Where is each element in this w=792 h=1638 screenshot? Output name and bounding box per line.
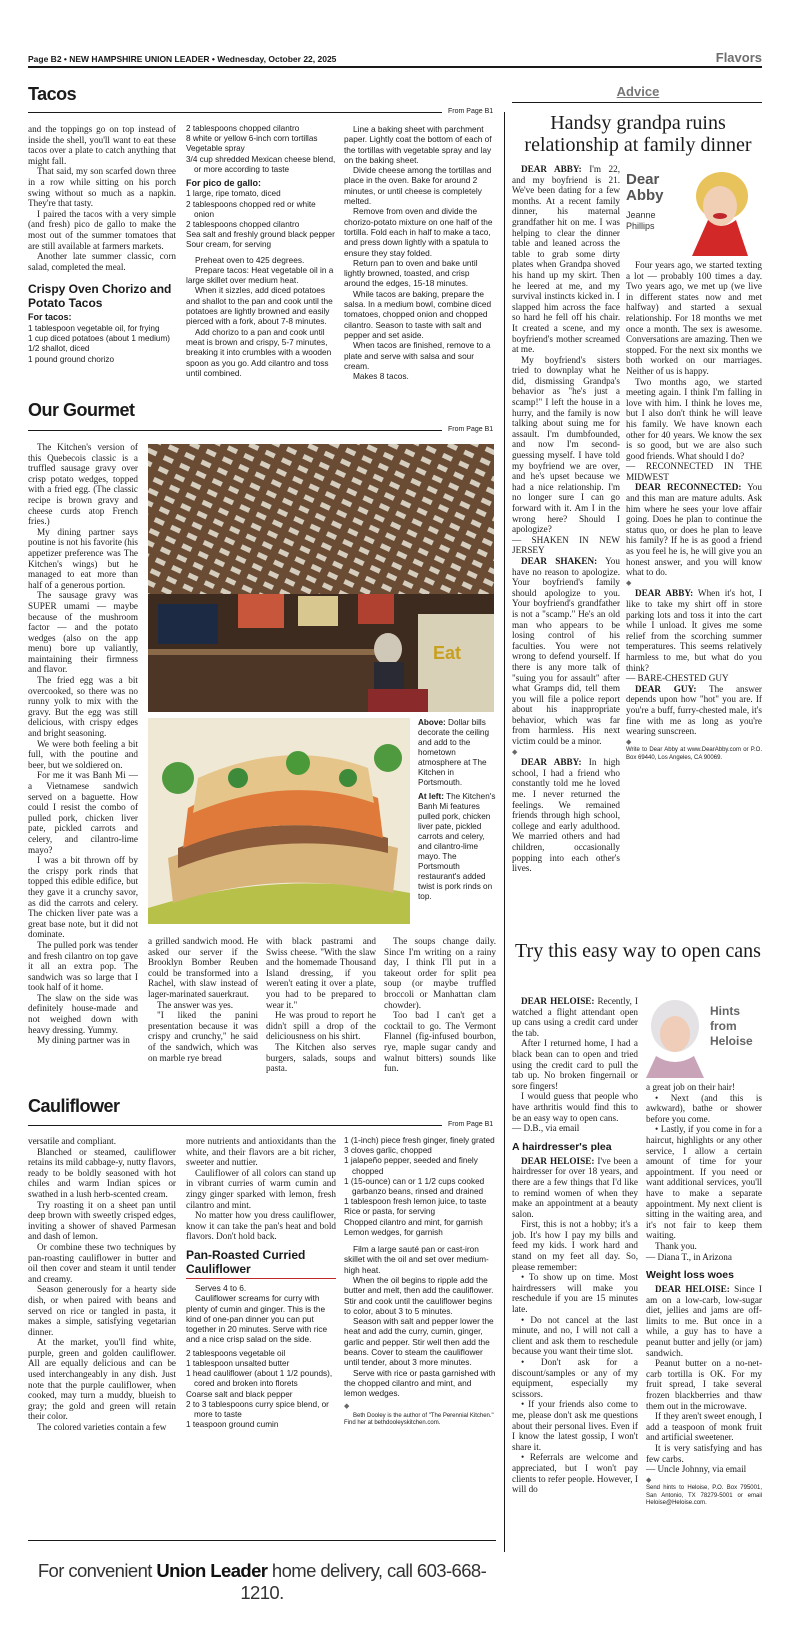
step: Return pan to oven and bake until lightly browned, toasted, and crisp around the edges, 15-18 minutes. bbox=[344, 257, 478, 289]
serves: Serves 4 to 6. bbox=[195, 1282, 247, 1293]
ad-post: home delivery, call 603-668-1210. bbox=[240, 1560, 487, 1603]
paragraph: The fried egg was a bit overcooked, so there was no runny yolk to mix with the gravy. But the egg was still delicious, with crispy edges and bright seasoning. bbox=[28, 675, 138, 739]
letter-text: It is very satisfying and has few carbs. bbox=[646, 1443, 762, 1464]
tacos-heading: Tacos bbox=[28, 84, 77, 104]
letter-text: • Lastly, if you come in for a haircut, highlights or any other service, I allow a certain amount of time for your appointment. If you need or want additional services, you'll have to make a separate appointment. My next client is sitting in the waiting area, and it's not fair to keep them waiting. bbox=[646, 1124, 762, 1241]
gourmet-rule bbox=[28, 430, 442, 431]
signature: — Diana T., in Arizona bbox=[646, 1251, 732, 1262]
ingredient: 1 tablespoon vegetable oil, for frying bbox=[28, 323, 160, 333]
ingredient-list bbox=[28, 324, 176, 365]
letter bbox=[512, 1315, 638, 1357]
ad-brand: Union Leader bbox=[156, 1560, 268, 1581]
paragraph: I was a bit thrown off by the crispy pork rinds that topped this edible edifice, but they gave it a crunchy savor, as did the carrots and celery. The chicken liver pate was a great base note, but it did not dominate. bbox=[28, 855, 138, 940]
letter-text: • Next (and this is awkward), bathe or shower before you come. bbox=[646, 1092, 762, 1124]
ingredient: 2 to 3 tablespoons curry spice blend, or more to taste bbox=[186, 1399, 329, 1419]
cauliflower-rule bbox=[28, 1125, 442, 1126]
gourmet-heading: Our Gourmet bbox=[28, 400, 135, 420]
heloise-col2 bbox=[646, 1082, 762, 1508]
ad-pre: For convenient bbox=[37, 1560, 152, 1581]
letter-text: • To show up on time. Most hairdressers will make you reschedule if you are 15 minutes late. bbox=[512, 1272, 638, 1315]
delivery-ad bbox=[28, 1560, 496, 1604]
advice-kicker: Advice bbox=[616, 84, 660, 99]
cauliflower-jump: From Page B1 bbox=[448, 1121, 494, 1128]
ingredient: Coarse salt and black pepper bbox=[186, 1389, 293, 1399]
tacos-jump: From Page B1 bbox=[448, 108, 494, 115]
page-folio: Page B2 • NEW HAMPSHIRE UNION LEADER • Wednesday, October 22, 2025 bbox=[28, 54, 337, 64]
ingredient: 1 head cauliflower (about 1 1/2 pounds), cored and broken into florets bbox=[186, 1369, 333, 1389]
ingredient: Sea salt and freshly ground black pepper bbox=[186, 230, 335, 240]
letter-text: First, this is not a hobby; it's a job. It's how I pay my bills and feed my kids. I work hard and stand on my feet all day. So, please remember: bbox=[512, 1219, 638, 1272]
caption-text: Dollar bills decorate the ceiling and add to the hometown atmosphere at The Kitchen in Portsmouth. bbox=[418, 718, 490, 787]
signature: — RECONNECTED IN THE MIDWEST bbox=[626, 461, 762, 482]
cauliflower-recipe-title: Pan-Roasted Curried Cauliflower bbox=[186, 1247, 306, 1276]
end-diamond: ◆ bbox=[626, 578, 632, 587]
letter bbox=[626, 260, 762, 377]
ingredient: Sour cream, for serving bbox=[186, 240, 272, 250]
step: When tacos are finished, remove to a plate and serve with salsa and sour cream. bbox=[344, 340, 491, 371]
banh-mi-photo bbox=[148, 718, 410, 924]
letter-lead: DEAR HELOISE: bbox=[521, 996, 595, 1006]
paragraph: I paired the tacos with a very simple (and fresh) pico de gallo to make the most out of the summer tomatoes that are still available at farmers markets. bbox=[28, 208, 176, 251]
step: Film a large sauté pan or cast-iron skillet with the oil and set over medium-high heat. bbox=[344, 1244, 489, 1275]
step: Divide cheese among the tortillas and place in the oven. Bake for around 2 minutes, or until cheese is completely melted. bbox=[344, 165, 492, 207]
letter-text: After I returned home, I had a black bean can to open and tried using the credit card to pull the tab up. No broken fingernail or sore fingers! bbox=[512, 1038, 638, 1091]
paragraph: At the market, you'll find white, purple, green and golden cauliflower. All are equally delicious and can be used interchangeably in any dish. Just note that the purple cauliflower, when cooked, may turn a muddy, blueish to gray; the gold and green will retain their color. bbox=[28, 1337, 176, 1422]
letter bbox=[512, 996, 638, 1038]
for-tacos-label: For tacos: bbox=[28, 312, 72, 323]
paragraph: My dining partner was in bbox=[37, 1035, 130, 1046]
letter-text: If they aren't sweet enough, I add a teaspoon of monk fruit and artificial sweetener. bbox=[646, 1411, 762, 1443]
heloise-portrait bbox=[642, 996, 708, 1078]
letter-text: In high school, I had a friend who constantly told me he loved me. I never returned the feelings. We remained friends through high school, college and early adulthood. We married others and had children, occasionally popping into each other's lives. bbox=[512, 757, 620, 874]
signature: — SHAKEN IN NEW JERSEY bbox=[512, 534, 620, 556]
tacos-recipe-title: Crispy Oven Chorizo and Potato Tacos bbox=[28, 282, 172, 311]
paragraph: Season generously for a hearty side dish, or when paired with beans and served on rice or tangled in pasta, it makes a simple, satisfying vegetarian dinner. bbox=[28, 1284, 176, 1337]
step: Remove from oven and divide the chorizo-potato mixture on one half of the tortilla. Fold each in half to make a taco, and press down lightly with a spatula to ensure they stay folded. bbox=[344, 206, 493, 258]
tacos-col2 bbox=[186, 124, 336, 378]
letter bbox=[646, 1241, 762, 1252]
abby-logo-title: Dear Abby bbox=[626, 171, 664, 204]
ingredient: 1 jalapeño pepper, seeded and finely chopped bbox=[344, 1156, 478, 1176]
ingredient-list bbox=[186, 189, 336, 250]
paragraph: Blanched or steamed, cauliflower retains its mild cabbage-y, nutty flavors, ready to be boldly seasoned with hot chiles and warm Indian spices or swathed in a lush herb-scented cream. bbox=[28, 1146, 176, 1199]
end-diamond: ◆ bbox=[626, 737, 632, 746]
letter bbox=[646, 1124, 762, 1241]
signature: — BARE-CHESTED GUY bbox=[626, 673, 729, 684]
restaurant-illustration bbox=[148, 444, 494, 712]
letter bbox=[646, 1443, 762, 1464]
paragraph: The sausage gravy was SUPER umami — maybe because of the mushroom factor — and the potato wedges (also on the app menu) bore up valiantly, maintaining their firmness and flavor. bbox=[28, 590, 138, 675]
dear-abby-logo bbox=[626, 166, 762, 256]
paragraph: For me it was Banh Mi — a Vietnamese sandwich served on a baguette. How could I resist the combo of pulled pork, chicken liver pate, pickled carrots and celery, and cilantro-lime mayo? bbox=[28, 770, 138, 855]
ingredient: 1 (1-inch) piece fresh ginger, finely grated bbox=[344, 1136, 495, 1145]
author-note: Beth Dooley is the author of "The Perennial Kitchen." Find her at bethdooleyskitchen.com. bbox=[344, 1412, 494, 1427]
paragraph: The soups change daily. Since I'm writing on a rainy day, I think I'll put in a takeout order for split pea soup (or maybe truffled broccoli or Manhattan clam chowder). bbox=[384, 936, 496, 1010]
letter bbox=[512, 355, 620, 535]
letter-text: Two months ago, we started meeting again. I think I'm falling in love with him. I think he loves me, but I also don't think he will leave his family. We have known each other for 40 years. We know the sex is so good, but we are also such good friends. What should I do? bbox=[626, 376, 762, 461]
end-diamond: ◆ bbox=[344, 1403, 350, 1411]
letter-text: Peanut butter on a no-net-carb tortilla is OK. For my fruit spread, I take several frozen blackberries and thaw them out in the microwave. bbox=[646, 1358, 762, 1411]
header-rule bbox=[28, 66, 762, 68]
letter-text: The answer depends upon how "hot" you are. If you're a buff, furry-chested male, it's fine with me as long as you're wearing sunscreen. bbox=[626, 683, 762, 737]
cauliflower-heading: Cauliflower bbox=[28, 1096, 120, 1116]
heloise-contact: Send hints to Heloise, P.O. Box 795001, San Antonio, TX 78279-5001 or email Heloise@Heloise.com. bbox=[646, 1485, 762, 1507]
paragraph: a grilled sandwich mood. He asked our server if the Brooklyn Bomber Reuben could be transformed into a Rachel, with slaw instead of lager-marinated sauerkraut. bbox=[148, 936, 258, 999]
letter bbox=[512, 1038, 638, 1091]
letter-text: You have no reason to apologize. Your boyfriend's family should apologize to you. Your boyfriend's grandfather is not a "scamp." He's an old man who appears to be losing control of his faculties. You were not wrong to defend yourself. If there is any more talk of "suing you for assault" after what Gramps did, tell them you will file a police report about his inappropriate behavior, which was far from harmless. His next victim could be a minor. bbox=[512, 555, 620, 747]
letter-text: • Do not cancel at the last minute, and no, I will not call a client and ask them to reschedule because you want their time slot. bbox=[512, 1314, 638, 1357]
letter-text: Four years ago, we started texting a lot — probably 100 times a day. Two years ago, we met up (we live in different states now and met halfway) and started a sexual relationship. For 18 months we met once a month. The sex is awesome. Conversations are amazing. Then we stopped. For the next six months we both worked on our marriages. Neither of us is happy. bbox=[626, 260, 762, 376]
heloise-logo bbox=[642, 996, 764, 1078]
letter-text: • If your friends also come to me, please don't ask me questions about their personal lives. Even if I know the latest gossip, I won't share it. bbox=[512, 1399, 638, 1452]
letter bbox=[512, 1156, 638, 1220]
abby-col1 bbox=[512, 164, 620, 874]
step: Line a baking sheet with parchment paper. Lightly coat the bottom of each of the tortillas with vegetable spray and lay on the baking sheet. bbox=[344, 124, 492, 165]
heloise-col1 bbox=[512, 996, 638, 1495]
paragraph: The Kitchen's version of this Quebecois classic is a truffled sausage gravy over crisp potato wedges, topped with a fried egg. (The classic recipe is brown gravy and cheese curds atop French fries.) bbox=[28, 442, 138, 527]
paragraph: The Kitchen also serves burgers, salads, soups and pasta. bbox=[266, 1041, 376, 1074]
ingredient: 3/4 cup shredded Mexican cheese blend, or more according to taste bbox=[186, 154, 336, 174]
restaurant-interior-photo bbox=[148, 444, 494, 712]
letter bbox=[512, 757, 620, 874]
photo-caption-above bbox=[418, 718, 496, 788]
letter bbox=[626, 482, 762, 577]
ingredient-list bbox=[344, 1136, 496, 1238]
gourmet-jump: From Page B1 bbox=[448, 426, 494, 433]
ingredient: Chopped cilantro and mint, for garnish bbox=[344, 1217, 483, 1227]
letter-lead: DEAR ABBY: bbox=[635, 588, 694, 599]
step: Prepare tacos: Heat vegetable oil in a large skillet over medium heat. bbox=[186, 264, 334, 286]
ingredient: 2 tablespoons vegetable oil bbox=[186, 1348, 286, 1358]
ad-rule bbox=[28, 1540, 496, 1541]
paragraph: No matter how you dress cauliflower, know it can take the pan's heat and bold flavors. Don't hold back. bbox=[186, 1210, 336, 1242]
advice-rule bbox=[512, 102, 762, 103]
letter bbox=[512, 164, 620, 355]
letter bbox=[646, 1284, 762, 1358]
paragraph: He was proud to report he didn't spill a drop of the deliciousness on his shirt. bbox=[266, 1010, 376, 1042]
letter-lead: DEAR ABBY: bbox=[521, 164, 582, 174]
letter-text: Since I am on a low-carb, low-sugar diet, jellies and jams are off-limits to me. But once in a while, a guy has to have a peanut butter and jelly (or jam) sandwich. bbox=[646, 1284, 762, 1358]
letter-text: You and this man are mature adults. Ask him where he sees your love affair going. Does he plan to continue the status quo, or does he plan to leave his family? If he is as good a friend as you feel he is, he will give you an honest answer, and you will know what to do. bbox=[626, 482, 762, 578]
signature: — D.B., via email bbox=[512, 1123, 580, 1134]
paragraph: with black pastrami and Swiss cheese. "With the slaw and the homemade Thousand Island dressing, if you weren't eating it over a plate, you had to be prepared to wear it." bbox=[266, 936, 376, 1010]
caption-label: Above: bbox=[418, 718, 446, 727]
letter bbox=[512, 1357, 638, 1399]
banh-mi-illustration bbox=[148, 718, 410, 924]
paragraph: The answer was yes. bbox=[157, 999, 234, 1010]
for-pico-label: For pico de gallo: bbox=[186, 178, 262, 189]
step: When the oil begins to ripple add the butter and melt, then add the cauliflower. Stir and cook until the cauliflower begins to color, about 3 to 5 minutes. bbox=[344, 1274, 494, 1316]
paragraph: My dining partner says poutine is not his favorite (his appetizer preference was The Kitchen's wings) but he managed to eat more than half of a generous portion. bbox=[28, 526, 138, 590]
letter-text: Thank you. bbox=[655, 1240, 697, 1251]
letter-text: Recently, I watched a flight attendant open up cans using a credit card under the tab. bbox=[512, 996, 638, 1038]
caption-text: The Kitchen's Banh Mi features pulled pork, chicken liver pate, pickled carrots and celery, and cilantro-lime mayo. The Portsmouth restaurant's added twist is pork rinds on top. bbox=[418, 792, 496, 901]
paragraph: That said, my son scarfed down three in a row while sitting on his porch swing without so much as a napkin. They're that tasty. bbox=[28, 166, 176, 209]
ingredient: 1 (15-ounce) can or 1 1/2 cups cooked garbanzo beans, rinsed and drained bbox=[344, 1176, 485, 1197]
paragraph: versatile and compliant. bbox=[28, 1136, 117, 1146]
recipe-rule bbox=[186, 1278, 336, 1279]
recipe-intro: Cauliflower screams for curry with plenty of cumin and ginger. This is the kind of one-pan dinner you can put together in 20 minutes. Serve with rice and a nice crisp salad on the side. bbox=[186, 1293, 328, 1345]
ingredient: 2 tablespoons chopped red or white onion bbox=[186, 199, 316, 219]
ingredient: 2 tablespoons chopped cilantro bbox=[186, 124, 300, 133]
ingredient: 8 white or yellow 6-inch corn tortillas bbox=[186, 134, 318, 144]
ingredient: 1 pound ground chorizo bbox=[28, 354, 115, 364]
ingredient-list bbox=[186, 1349, 336, 1431]
letter bbox=[626, 684, 762, 737]
ingredient: 1 cup diced potatoes (about 1 medium) bbox=[28, 334, 171, 344]
hairdresser-subhead: A hairdresser's plea bbox=[512, 1140, 612, 1153]
tacos-col1 bbox=[28, 124, 176, 365]
paragraph: The slaw on the side was definitely house-made and not weighed down with heavy dressing. Yummy. bbox=[28, 992, 138, 1035]
letter bbox=[512, 1452, 638, 1494]
ingredient: Rice or pasta, for serving bbox=[344, 1207, 436, 1217]
caption-label: At left: bbox=[418, 792, 444, 801]
end-diamond: ◆ bbox=[646, 1475, 652, 1484]
letter-text: • Referrals are welcome and appreciated, but I won't pay clients to refer people. However, I will do bbox=[512, 1452, 638, 1495]
letter-text: I've been a hairdresser for over 18 years, and there are a few things that I'd like to remind women of when they make an appointment at a beauty salon. bbox=[512, 1155, 638, 1219]
ingredient: 1 tablespoon fresh lemon juice, to taste bbox=[344, 1197, 487, 1207]
letter bbox=[646, 1093, 762, 1125]
letter-lead: DEAR HELOISE: bbox=[521, 1155, 595, 1166]
paragraph: The colored varieties contain a few bbox=[37, 1422, 167, 1433]
letter bbox=[646, 1082, 762, 1093]
paragraph: more nutrients and antioxidants than the white, and their flavors are a bit richer, sweeter and nuttier. bbox=[186, 1136, 336, 1168]
abby-portrait bbox=[678, 166, 762, 256]
letter bbox=[512, 556, 620, 747]
column-divider bbox=[504, 112, 505, 1552]
ingredient: 1 large, ripe tomato, diced bbox=[186, 189, 281, 199]
letter bbox=[626, 588, 762, 673]
gourmet-col1 bbox=[28, 442, 138, 1046]
step: When it sizzles, add diced potatoes and shallot to the pan and cook until the potatoes are lightly browned and easily pierced with a fork, about 7-8 minutes. bbox=[186, 285, 333, 327]
weight-loss-subhead: Weight loss woes bbox=[646, 1269, 734, 1282]
letter-text: a great job on their hair! bbox=[646, 1082, 736, 1092]
ingredient: 1 teaspoon ground cumin bbox=[186, 1420, 279, 1430]
step: Serve with rice or pasta garnished with the chopped cilantro and mint, and lemon wedges. bbox=[344, 1367, 496, 1399]
letter-lead: DEAR SHAKEN: bbox=[521, 555, 598, 566]
ingredient-list bbox=[186, 124, 336, 175]
paragraph: "I liked the panini presentation because it was crispy and crunchy," he said of the sandwich, which was on marble rye bread bbox=[148, 1010, 258, 1063]
step: While tacos are baking, prepare the salsa. In a medium bowl, combine diced tomatoes, chopped onion and chopped cilantro. Season to taste with salt and pepper and set aside. bbox=[344, 288, 492, 340]
paragraph: Too bad I can't get a cocktail to go. The Vermont Flannel (fig-infused bourbon, rye, maple sugar candy and walnut bitters) sounds like fun. bbox=[384, 1010, 496, 1074]
letter-text: My boyfriend's sisters tried to downplay what he did, dismissing Grandpa's behavior as "he's just a scamp!" I left the house in a hurry, and the family is now talking about suing me for assault. I'm dumbfounded, and now I'm second-guessing myself. I have told my boyfriend we are over, and he's upset because we had a nice relationship. I'm no longer sure I can go forward with it. Am I in the wrong here? Should I apologize? bbox=[512, 354, 620, 535]
tacos-rule bbox=[28, 112, 442, 113]
letter-lead: DEAR RECONNECTED: bbox=[635, 482, 742, 493]
ingredient: 3 cloves garlic, chopped bbox=[344, 1146, 432, 1156]
letter-text: When it's hot, I like to take my shirt off in store parking lots and toss it into the cart while I unload. It gives me some relief from the scorching summer temperatures. This seems relatively harmless to me, but what do you think? bbox=[626, 588, 762, 673]
gourmet-col4 bbox=[384, 936, 496, 1074]
svg-text:Eat: Eat bbox=[433, 643, 462, 663]
section-flavors: Flavors bbox=[715, 50, 762, 65]
letter-text: I would guess that people who have arthritis would find this to be an easy way to open cans. bbox=[512, 1091, 638, 1123]
ingredient: 1 tablespoon unsalted butter bbox=[186, 1358, 290, 1368]
tacos-col3 bbox=[344, 124, 496, 381]
letter-lead: DEAR GUY: bbox=[635, 683, 697, 694]
gourmet-col3 bbox=[266, 936, 376, 1074]
step: Preheat oven to 425 degrees. bbox=[195, 254, 305, 265]
abby-col2 bbox=[626, 260, 762, 762]
letter-lead: DEAR HELOISE: bbox=[655, 1284, 730, 1295]
paragraph: and the toppings go on top instead of inside the shell, you'll want to eat these tacos over a plate to catch anything that might fall. bbox=[28, 124, 176, 166]
letter-text: I'm 22, and my boyfriend is 21. We've been dating for a few months. At a recent family dinner, his maternal grandfather hit on me. I was helping to clear the dinner table and leaned across the table to grab some dirty plates when Grandpa shoved his hand up my skirt. Then he leered at me, and my survival instincts kicked in. I slapped him across the face so hard he fell off his chair. It created a scene, and my boyfriend's mother screamed at me. bbox=[512, 164, 620, 355]
paragraph: Another late summer classic, corn salad, completed the meal. bbox=[28, 251, 176, 272]
heloise-logo-text: Hints from Heloise bbox=[710, 1004, 753, 1048]
cauliflower-col2 bbox=[186, 1136, 336, 1430]
step: Season with salt and pepper lower the heat and add the curry, cumin, ginger, garlic and pepper. Stir well then add the beans. Cover to steam the cauliflower until tender, about 3 more minutes. bbox=[344, 1316, 494, 1368]
letter bbox=[646, 1358, 762, 1411]
ingredient: Lemon wedges, for garnish bbox=[344, 1227, 443, 1237]
letter bbox=[626, 377, 762, 462]
step: Makes 8 tacos. bbox=[353, 371, 409, 382]
letter bbox=[512, 1272, 638, 1314]
end-diamond: ◆ bbox=[512, 747, 518, 756]
cauliflower-col1 bbox=[28, 1136, 176, 1433]
letter-lead: DEAR ABBY: bbox=[521, 757, 582, 768]
abby-columnist-name: Jeanne Phillips bbox=[626, 210, 656, 231]
abby-contact: Write to Dear Abby at www.DearAbby.com or P.O. Box 69440, Los Angeles, CA 90069. bbox=[626, 747, 762, 761]
letter bbox=[646, 1411, 762, 1443]
letter-text: • Don't ask for a discount/samples or any of my equipment, especially my scissors. bbox=[512, 1357, 638, 1399]
paragraph: The pulled pork was tender and fresh cilantro on top gave it all an extra pop. The sandwich was so large that I took half of it home. bbox=[28, 939, 138, 993]
letter bbox=[512, 1091, 638, 1123]
ingredient: Vegetable spray bbox=[186, 144, 245, 154]
heloise-headline: Try this easy way to open cans bbox=[515, 940, 761, 962]
letter bbox=[512, 1399, 638, 1452]
paragraph: Cauliflower of all colors can stand up in vibrant curries of warm cumin and zingy ginger sparked with lemon, fresh cilantro and mint. bbox=[186, 1167, 336, 1210]
paragraph: Or combine these two techniques by pan-roasting cauliflower in butter and oil then cover and steam it until tender and creamy. bbox=[28, 1241, 176, 1284]
paragraph: Try roasting it on a sheet pan until deep brown with sweetly crisped edges, inviting a shower of shaved Parmesan and dash of lemon. bbox=[28, 1199, 176, 1242]
paragraph: We were both feeling a bit full, with the poutine and beer, but we soldiered on. bbox=[28, 738, 138, 770]
photo-caption-left bbox=[418, 792, 496, 902]
abby-headline: Handsy grandpa ruins relationship at family dinner bbox=[524, 112, 752, 156]
step: Add chorizo to a pan and cook until meat is brown and crispy, 5-7 minutes, breaking it into crumbles with a wooden spoon as you go. Add cilantro and toss until combined. bbox=[186, 326, 332, 378]
signature: — Uncle Johnny, via email bbox=[646, 1464, 747, 1475]
ingredient: 1/2 shallot, diced bbox=[28, 344, 90, 354]
cauliflower-col3 bbox=[344, 1136, 496, 1428]
gourmet-col2 bbox=[148, 936, 258, 1063]
ingredient: 2 tablespoons chopped cilantro bbox=[186, 219, 300, 229]
letter bbox=[512, 1219, 638, 1272]
